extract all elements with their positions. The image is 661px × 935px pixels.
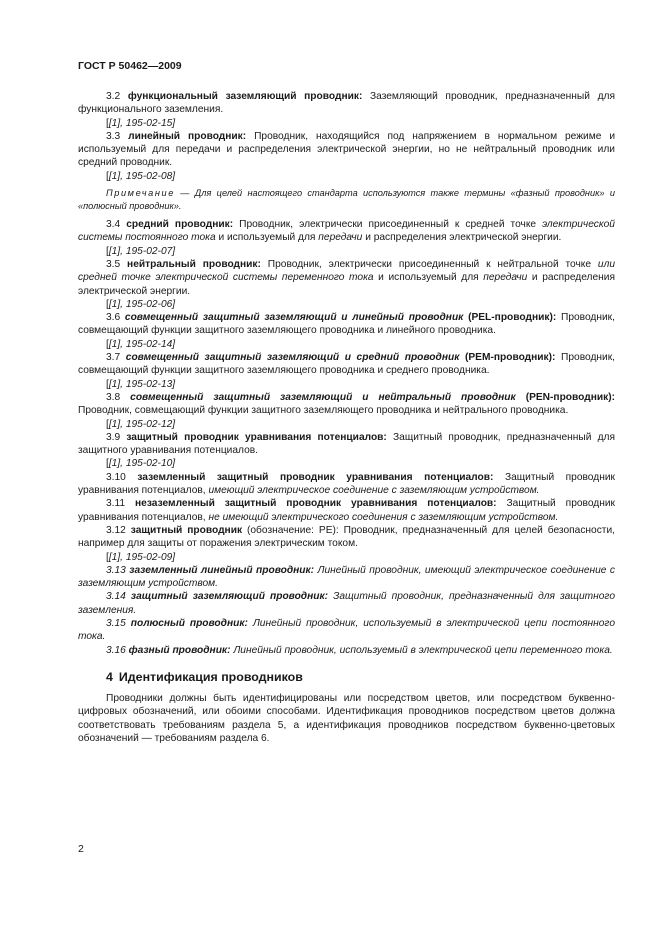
term-number: 3.2 [106, 91, 121, 102]
term-name: нейтральный проводник: [127, 258, 261, 270]
term-name: полюсный проводник: [130, 617, 248, 629]
term-3-12 [78, 524, 615, 551]
term-number: 3.10 [106, 471, 126, 483]
term-name: заземленный защитный проводник уравнивания потенциалов: [137, 471, 494, 483]
term-name: фазный проводник: [128, 644, 231, 656]
term-definition: Линейный проводник, используемый в электрической цепи переменного тока. [233, 644, 613, 656]
term-name: совмещенный защитный заземляющий и линейный проводник [124, 312, 464, 324]
term-number: 3.8 [106, 391, 121, 403]
reference-text: [1], 195-02-07] [108, 245, 176, 257]
term-reference: [[1], 195-02-06] [106, 298, 176, 310]
term-reference: [[1], 195-02-14] [106, 338, 176, 350]
term-number: 3.7 [106, 352, 121, 364]
term-definition-italic: передачи [318, 232, 363, 244]
term-definition: Заземляющий проводник, предназначенный для функционального заземления. [78, 91, 615, 116]
term-definition: Линейный проводник, используемый в электрической цепи постоянного тока. [78, 617, 615, 643]
term-abbreviation: (PEM-проводник): [464, 352, 556, 364]
section-heading [78, 671, 615, 684]
term-name: средний проводник: [126, 219, 234, 231]
reference-text: [1], 195-02-08] [108, 170, 176, 182]
term-reference: [[1], 195-02-10] [106, 458, 176, 470]
term-number: 3.13 [106, 564, 126, 576]
term-number: 3.12 [106, 524, 126, 536]
term-definition: (обозначение: PE): Проводник, предназначенный для целей безопасности, например для защиты от поражения электрическим током. [78, 524, 615, 550]
term-definition: Проводник, электрически присоединенный к средней точке [239, 219, 537, 231]
term-number: 3.3 [106, 130, 121, 142]
term-reference: [[1], 195-02-12] [106, 418, 176, 430]
term-name: линейный проводник: [128, 130, 247, 142]
reference-text: [1], 195-02-15] [108, 117, 176, 129]
term-3-3 [78, 130, 615, 170]
term-abbreviation: (PEN-проводник): [525, 391, 616, 403]
term-number: 3.15 [106, 617, 126, 629]
reference-text: [1], 195-02-10] [108, 458, 176, 470]
term-3-13 [78, 564, 615, 591]
term-name: незаземленный защитный проводник уравнивания потенциалов: [135, 498, 497, 510]
reference-text: [1], 195-02-14] [108, 338, 176, 350]
section-title: Идентификация проводников [118, 669, 303, 684]
term-3-7 [78, 351, 615, 378]
term-number: 3.14 [106, 591, 126, 603]
term-3-15 [78, 617, 615, 644]
term-definition: Проводник, находящийся под напряжением в нормальном режиме и используемый для передачи и распределения электрической энергии, но не нейтральный проводник или средний проводник. [78, 130, 616, 169]
term-name: защитный проводник [130, 524, 243, 536]
term-abbreviation: (PEL-проводник): [468, 312, 557, 324]
term-definition: Защитный проводник, предназначенный для защитного уравнивания потенциалов. [78, 431, 615, 457]
document-header: ГОСТ Р 50462—2009 [78, 60, 182, 72]
term-reference: [[1], 195-02-08] [106, 170, 176, 182]
term-definition: Проводник, совмещающий функции защитного заземляющего проводника и нейтрального проводника. [78, 405, 569, 417]
term-3-16 [78, 644, 615, 657]
term-definition: Проводник, совмещающий функции защитного заземляющего проводника и среднего проводника. [78, 352, 615, 377]
term-definition: Проводник, электрически присоединенный к нейтральной точке [267, 258, 592, 270]
page-number: 2 [78, 843, 84, 855]
term-definition-italic: передачи [483, 272, 528, 284]
term-number: 3.5 [106, 258, 121, 270]
note-label: Примечание [106, 188, 175, 199]
section-number: 4 [106, 669, 113, 684]
term-definition-italic: электрической системы постоянного тока [78, 219, 615, 244]
reference-text: [1], 195-02-06] [108, 298, 176, 310]
term-3-2 [78, 90, 615, 117]
term-3-9 [78, 431, 615, 458]
note [78, 187, 615, 212]
term-name: функциональный заземляющий проводник: [127, 91, 363, 102]
term-reference: [[1], 195-02-13] [106, 378, 176, 390]
term-definition-italic: не имеющий электрического соединения с заземляющим устройством. [208, 511, 559, 523]
term-reference: [[1], 195-02-07] [106, 245, 176, 257]
term-number: 3.9 [106, 431, 121, 443]
section-body: Проводники должны быть идентифицированы или посредством цветов, или посредством буквенно-цифровых обозначений, или обоими способами. Идентификация проводников посредством цветов должна соответствовать требованиям раздела 5, а идентификация проводников посредством буквенно-цветовых обозначений — требованиям раздела 6. [78, 693, 615, 745]
term-number: 3.6 [106, 312, 121, 324]
term-3-8 [78, 391, 615, 418]
term-definition: Защитный проводник уравнивания потенциалов, [78, 498, 615, 523]
term-definition-italic: или средней точке электрической системы переменного тока [78, 258, 615, 284]
page-content [78, 90, 615, 745]
term-definition: Защитный проводник, предназначенный для защитного заземления. [78, 591, 615, 616]
reference-text: [1], 195-02-09] [108, 551, 176, 563]
term-3-4 [78, 218, 615, 245]
term-name: совмещенный защитный заземляющий и нейтральный проводник [130, 391, 516, 403]
term-name: защитный проводник уравнивания потенциалов: [126, 431, 387, 443]
term-definition: и распределения электрической энергии. [365, 232, 562, 244]
reference-text: [1], 195-02-13] [108, 378, 176, 390]
term-number: 3.16 [106, 644, 126, 656]
term-definition: и используемый для [378, 272, 479, 284]
term-name: совмещенный защитный заземляющий и средний проводник [125, 352, 460, 364]
term-3-6 [78, 311, 615, 338]
term-definition: Линейный проводник, имеющий электрическое соединение с заземляющим устройством. [78, 564, 615, 590]
note-text: — Для целей настоящего стандарта используются также термины «фазный проводник» и «полюсный проводник». [78, 188, 615, 211]
term-reference: [[1], 195-02-09] [106, 551, 176, 563]
term-3-14 [78, 590, 615, 617]
term-definition: и используемый для [218, 232, 316, 244]
term-number: 3.4 [106, 219, 121, 231]
term-reference: [[1], 195-02-15] [106, 117, 176, 129]
term-name: защитный заземляющий проводник: [130, 591, 329, 603]
term-definition: и распределения электрической энергии. [78, 272, 615, 297]
term-3-10 [78, 471, 615, 498]
term-number: 3.11 [106, 498, 126, 510]
term-definition: Защитный проводник уравнивания потенциалов, [78, 471, 615, 497]
term-definition-italic: имеющий электрическое соединение с заземляющим устройством. [208, 485, 540, 497]
reference-text: [1], 195-02-12] [108, 418, 176, 430]
term-definition: Проводник, совмещающий функции защитного заземляющего проводника и линейного проводника. [78, 312, 615, 337]
term-name: заземленный линейный проводник: [129, 564, 315, 576]
term-3-11 [78, 497, 615, 524]
term-3-5 [78, 258, 615, 298]
